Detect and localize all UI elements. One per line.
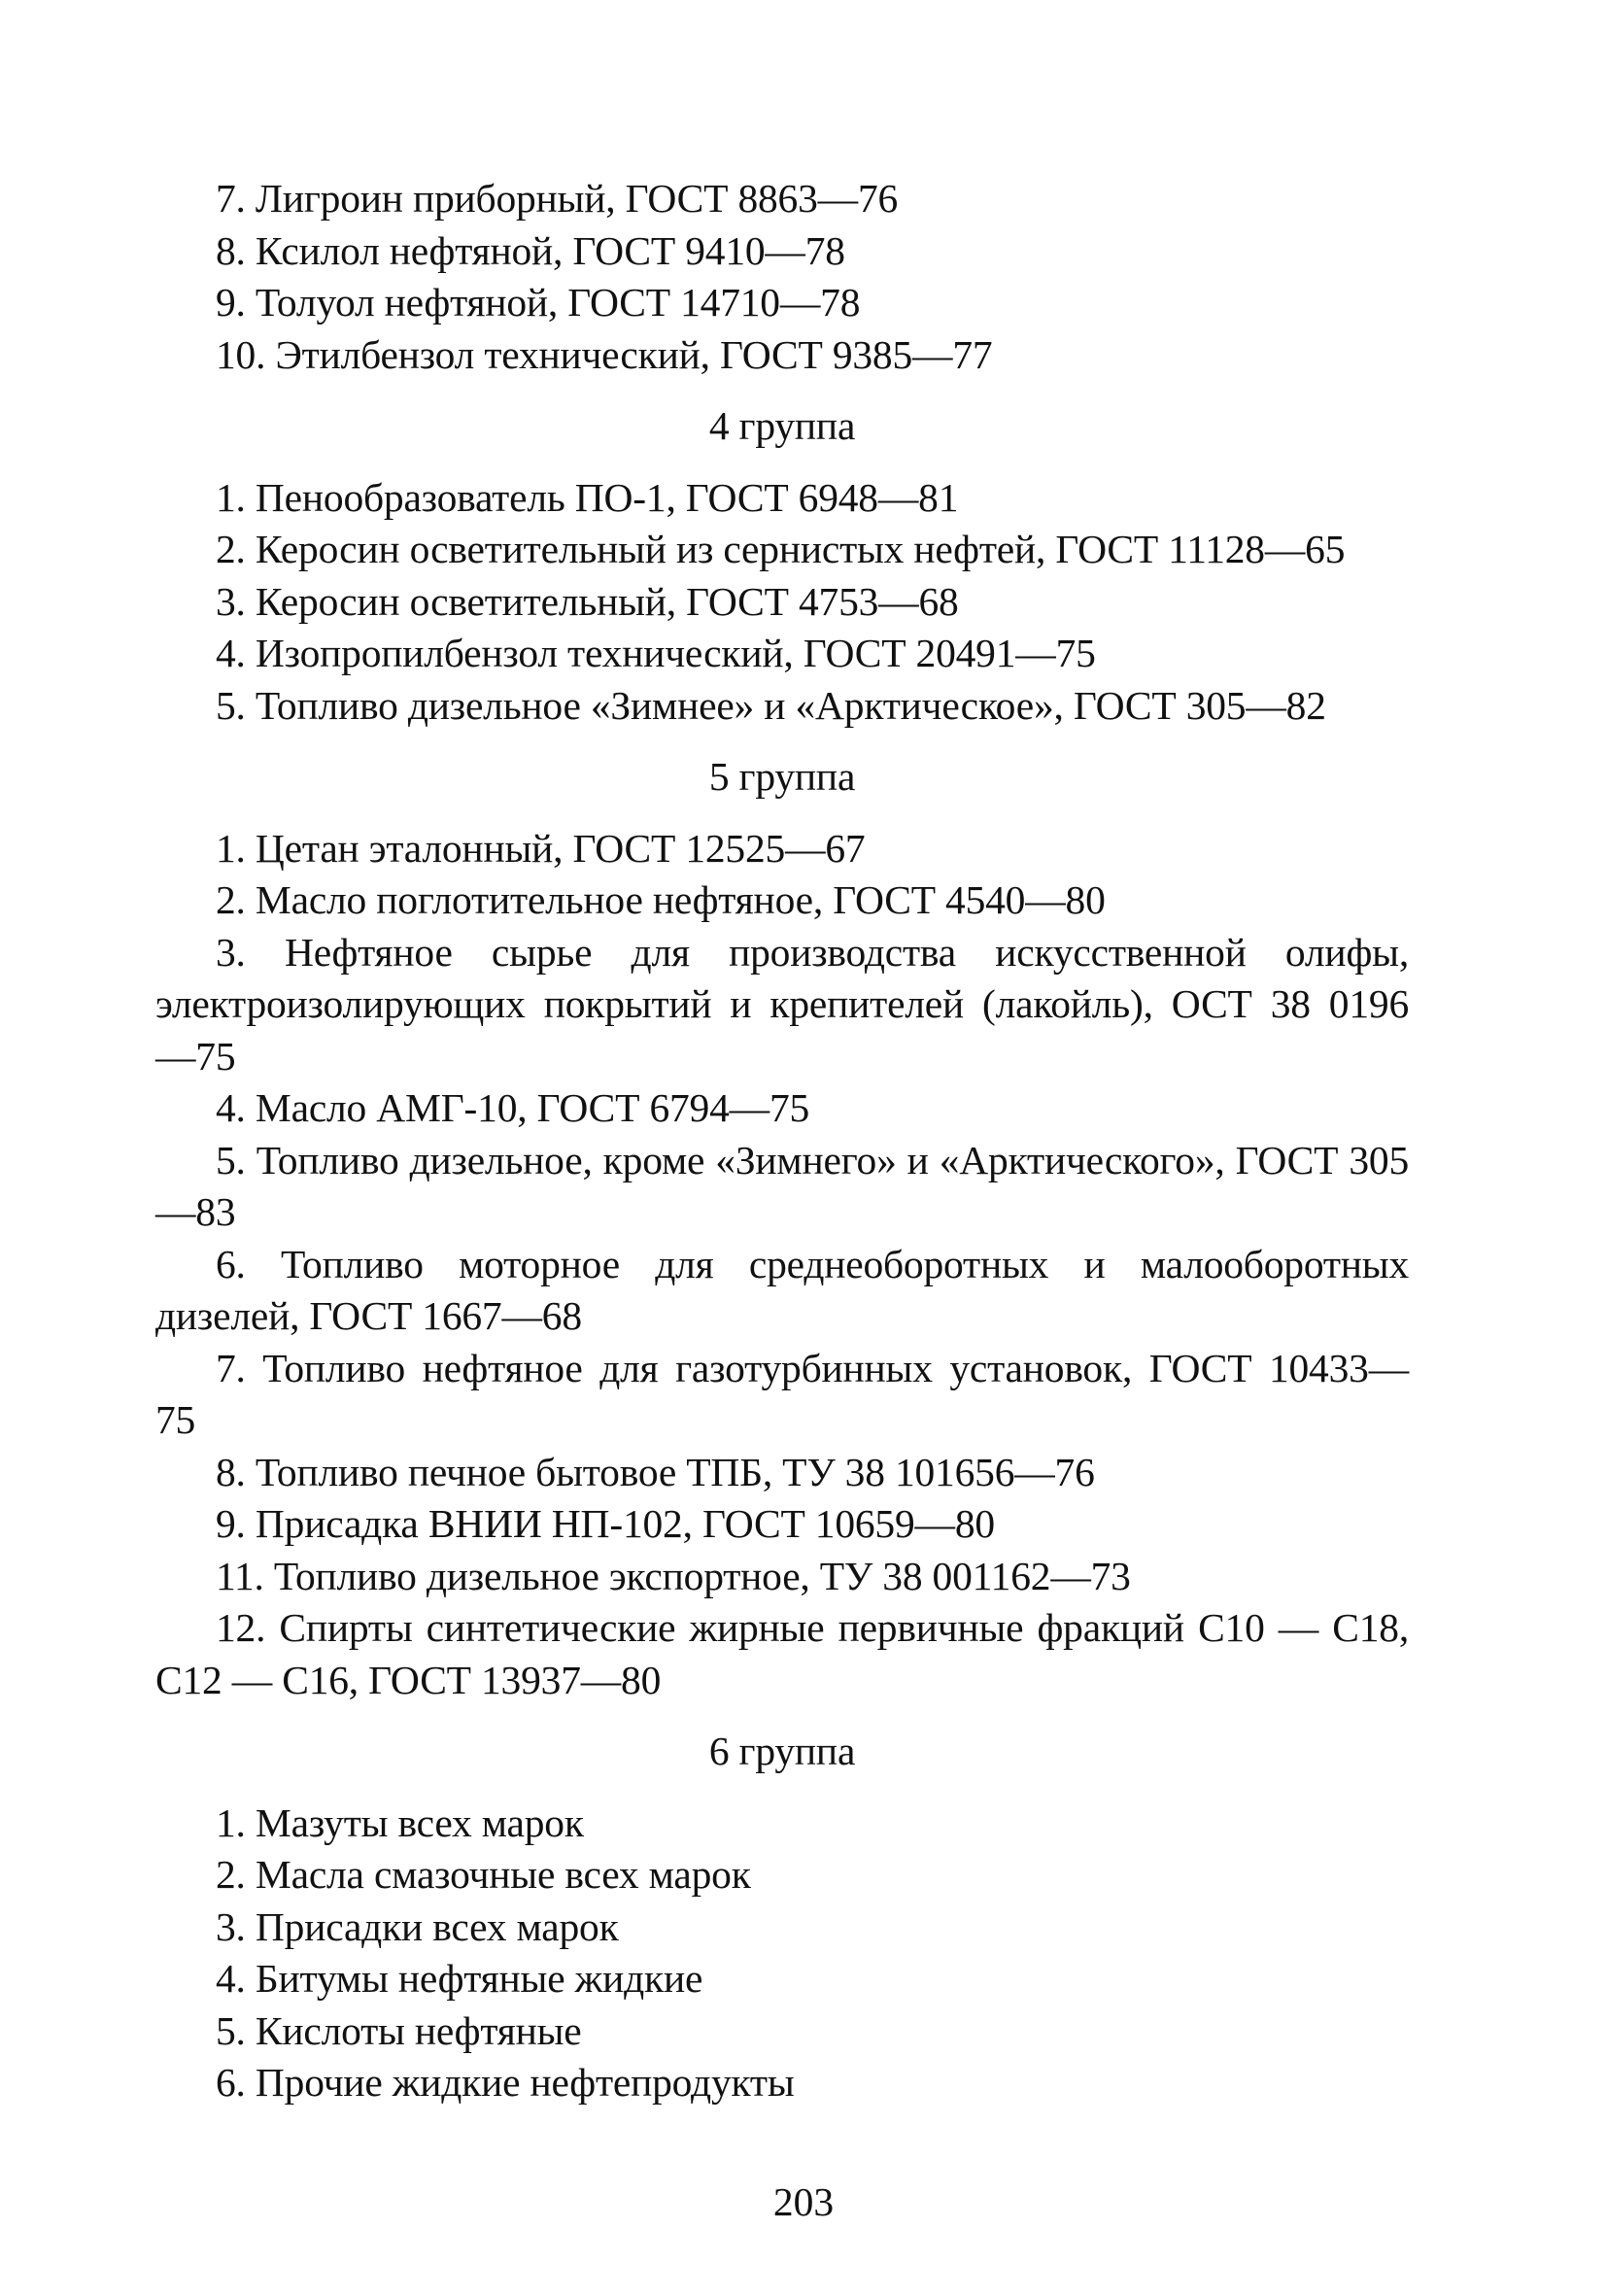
list-item: 6. Прочие жидкие нефтепродукты: [216, 2060, 795, 2105]
list-item: 10. Этилбензол технический, ГОСТ 9385—77: [216, 331, 993, 377]
page-number: 203: [772, 2179, 835, 2224]
document-page: [155, 173, 1409, 2109]
list-item: 7. Топливо нефтяное для газотурбинных установок, ГОСТ 10433—75: [155, 1345, 1409, 1442]
list-item: 9. Толуол нефтяной, ГОСТ 14710—78: [216, 280, 861, 325]
list-item: 7. Лигроин приборный, ГОСТ 8863—76: [216, 176, 899, 221]
section-heading: 5 группа: [708, 754, 856, 799]
list-item: 2. Масло поглотительное нефтяное, ГОСТ 4540—80: [216, 877, 1106, 922]
list-item: 6. Топливо моторное для среднеоборотных и малооборотных дизелей, ГОСТ 1667—68: [155, 1241, 1409, 1338]
list-item: 1. Мазуты всех марок: [216, 1799, 584, 1845]
section-group-4: [155, 381, 1409, 732]
list-item: 5. Топливо дизельное, кроме «Зимнего» и «Арктического», ГОСТ 305—83: [155, 1137, 1409, 1234]
list-item: 8. Ксилол нефтяной, ГОСТ 9410—78: [216, 227, 845, 273]
section-group-5: [155, 732, 1409, 1706]
list-item: 5. Кислоты нефтяные: [216, 2007, 582, 2053]
list-item: 3. Присадки всех марок: [216, 1903, 619, 1949]
list-item: 5. Топливо дизельное «Зимнее» и «Арктическое», ГОСТ 305—82: [216, 682, 1326, 728]
section-group-3-tail: [155, 173, 1409, 381]
list-item: 11. Топливо дизельное экспортное, ТУ 38 001162—73: [216, 1553, 1131, 1598]
list-item: 12. Спирты синтетические жирные первичные фракций С10 — С18, С12 — С16, ГОСТ 13937—80: [155, 1605, 1409, 1702]
list-item: 2. Керосин осветительный из сернистых нефтей, ГОСТ 11128—65: [216, 527, 1346, 571]
list-item: 4. Масло АМГ-10, ГОСТ 6794—75: [216, 1085, 810, 1130]
list-item: 3. Керосин осветительный, ГОСТ 4753—68: [216, 578, 959, 624]
list-item: 9. Присадка ВНИИ НП-102, ГОСТ 10659—80: [216, 1501, 995, 1546]
list-item: 4. Битумы нефтяные жидкие: [216, 1956, 703, 2001]
list-item: 1. Цетан эталонный, ГОСТ 12525—67: [216, 825, 866, 871]
list-item: 3. Нефтяное сырье для производства искусственной олифы, электроизолирующих покрытий и крепителей (лакойль), ОСТ 38 0196—75: [155, 929, 1409, 1079]
section-group-6: [155, 1706, 1409, 2109]
section-heading: 4 группа: [708, 403, 856, 448]
section-heading: 6 группа: [708, 1729, 856, 1773]
list-item: 4. Изопропилбензол технический, ГОСТ 20491—75: [216, 631, 1096, 675]
list-item: 8. Топливо печное бытовое ТПБ, ТУ 38 101656—76: [216, 1449, 1095, 1494]
list-item: 1. Пенообразователь ПО-1, ГОСТ 6948—81: [216, 474, 959, 520]
list-item: 2. Масла смазочные всех марок: [216, 1852, 751, 1897]
